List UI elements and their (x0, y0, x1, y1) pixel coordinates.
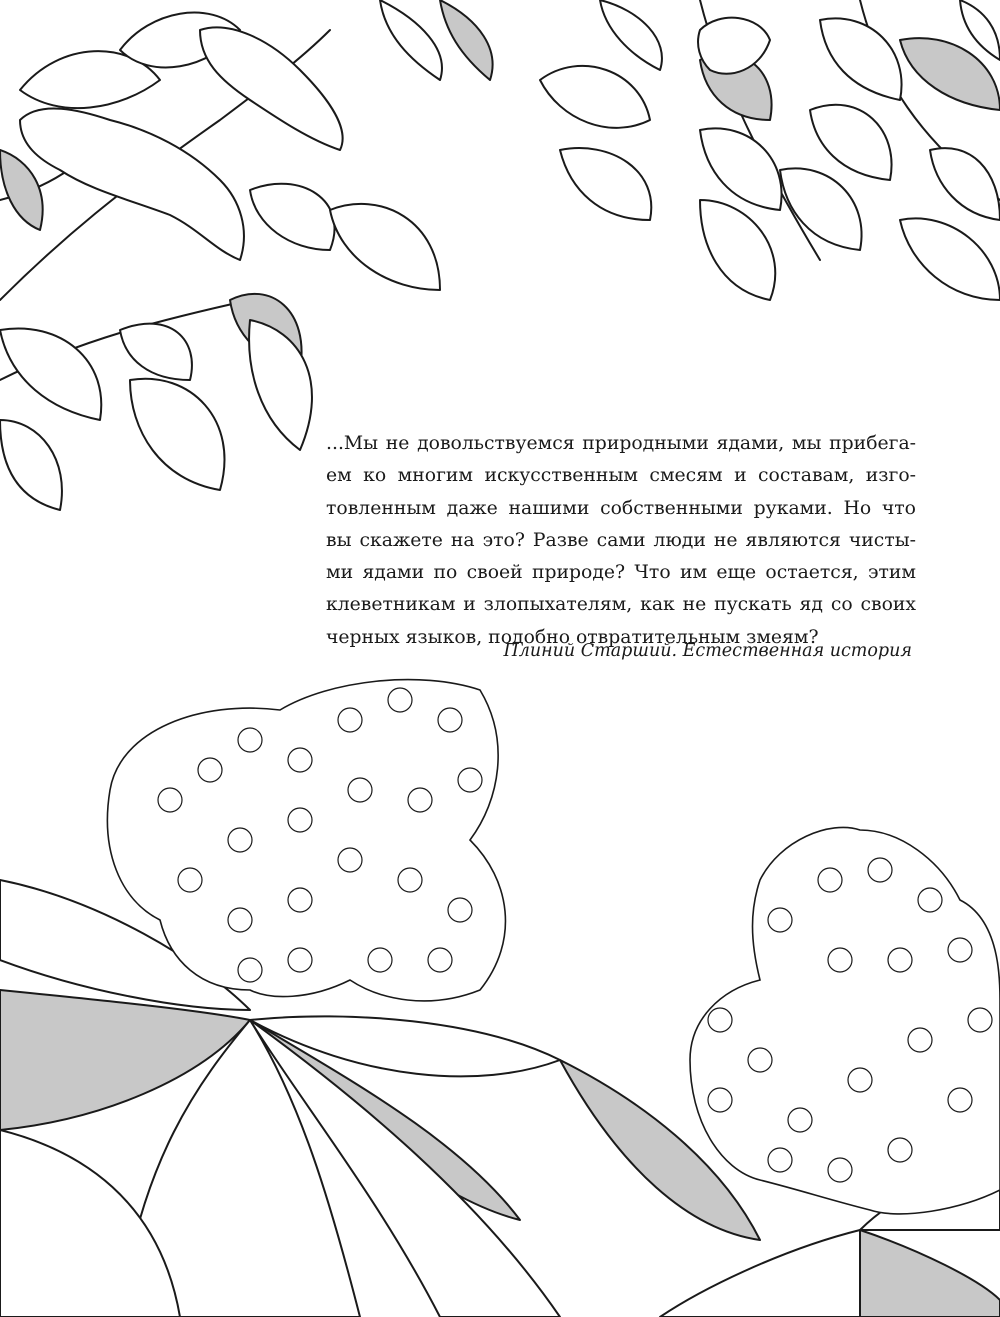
leaf (820, 18, 902, 100)
leaf (120, 324, 192, 380)
leaf (249, 320, 312, 450)
leaf (700, 128, 782, 210)
leaf (540, 66, 650, 128)
leaf (380, 0, 442, 80)
leaf (330, 204, 440, 290)
leaf (600, 0, 662, 70)
flower-cluster (20, 108, 244, 260)
large-leaf (660, 1230, 860, 1317)
quote-line: товленным даже нашими собственными руками. Но что (326, 497, 916, 519)
leaf (0, 328, 101, 420)
large-leaf (860, 1230, 1000, 1317)
quote-line: черных языков, подобно отвратительным змеям? (326, 626, 819, 648)
leaf (0, 150, 43, 230)
quote-line: ...Мы не довольствуемся природными ядами, мы прибега- (326, 433, 916, 454)
leaf (130, 379, 224, 490)
leaf (440, 0, 493, 80)
flower-cluster (690, 827, 1000, 1213)
quote-attribution: Плиний Старший. Естественная история (503, 641, 912, 661)
leaf (930, 148, 1000, 220)
quote-line: ми ядами по своей природе? Что им еще остается, этим (326, 562, 916, 584)
leaf (560, 148, 651, 220)
flower-cluster (698, 18, 770, 74)
leaf (700, 200, 775, 300)
quote-line: вы скажете на это? Разве сами люди не являются чисты- (326, 529, 916, 551)
leaf (0, 420, 62, 510)
leaf (900, 218, 1000, 300)
epigraph-quote (326, 428, 916, 654)
leaf (780, 168, 862, 250)
leaf (250, 184, 335, 250)
quote-line: ем ко многим искусственным смесям и составам, изго- (326, 465, 916, 487)
quote-line: клеветникам и злопыхателям, как не пускать яд со своих (326, 594, 916, 616)
flower-cluster (200, 27, 343, 150)
leaf (810, 105, 892, 180)
